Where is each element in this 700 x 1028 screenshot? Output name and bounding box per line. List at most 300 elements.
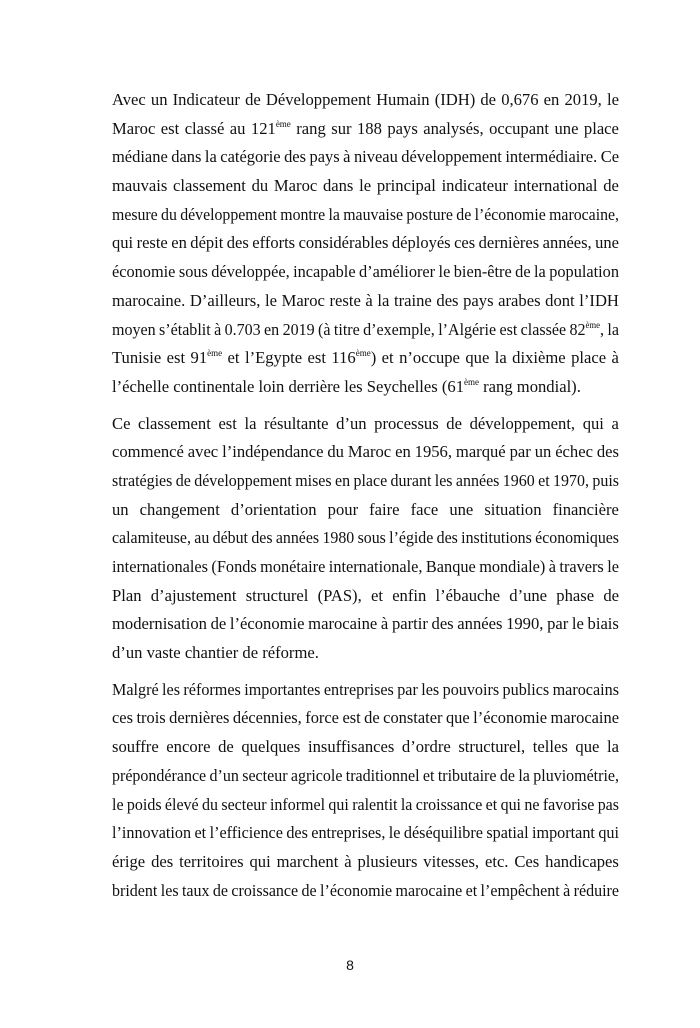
text-run: l’Algérie xyxy=(438,319,497,339)
text-run: réforme. xyxy=(262,643,319,663)
word xyxy=(328,201,339,230)
text-run: dernières xyxy=(169,708,230,728)
word xyxy=(437,524,458,553)
text-run: en xyxy=(543,90,560,109)
word xyxy=(438,762,497,791)
word xyxy=(264,410,329,439)
word xyxy=(166,733,210,762)
text-run: développement xyxy=(401,147,502,167)
paragraph xyxy=(112,676,619,906)
text-run: de xyxy=(175,470,191,490)
word xyxy=(252,172,269,201)
text-run: les xyxy=(344,376,363,396)
word xyxy=(354,143,398,172)
text-run: les xyxy=(421,679,440,699)
word xyxy=(227,229,249,258)
text-run: et xyxy=(465,880,478,900)
word xyxy=(535,524,619,553)
word xyxy=(512,344,565,373)
text-run: des xyxy=(284,147,307,167)
word xyxy=(401,791,413,820)
text-run: calamiteuse, xyxy=(112,528,191,548)
text-run: de xyxy=(242,643,259,663)
word xyxy=(309,143,339,172)
text-run: Développement xyxy=(265,90,371,109)
text-run: modernisation xyxy=(112,614,207,634)
text-run: des xyxy=(596,442,619,462)
text-line xyxy=(112,676,619,705)
text-run: dont xyxy=(545,290,575,310)
text-run: le xyxy=(571,614,584,634)
word xyxy=(112,877,157,906)
word xyxy=(583,410,604,439)
text-run: une xyxy=(595,233,619,253)
text-run: l’ébauche xyxy=(435,585,501,605)
text-run: internationales xyxy=(112,557,208,576)
word xyxy=(357,848,417,877)
word xyxy=(188,438,218,467)
word xyxy=(465,344,489,373)
word xyxy=(533,733,568,762)
text-run: par xyxy=(397,679,418,699)
word xyxy=(136,704,165,733)
word xyxy=(359,172,371,201)
text-run: d’exemple, xyxy=(363,319,435,339)
paragraph xyxy=(112,86,619,402)
text-run: que xyxy=(445,708,470,728)
text-run: incapable xyxy=(293,262,356,282)
word xyxy=(506,610,543,639)
word xyxy=(342,704,360,733)
text-run: et xyxy=(381,348,394,368)
word xyxy=(137,229,168,258)
text-run: 2019, xyxy=(564,90,602,109)
word xyxy=(112,819,191,848)
text-run: des xyxy=(436,290,459,310)
word xyxy=(564,86,601,115)
word xyxy=(553,676,619,705)
word xyxy=(358,524,386,553)
text-run: partir xyxy=(391,614,428,634)
text-run: 82 xyxy=(569,319,586,339)
word xyxy=(308,610,377,639)
word xyxy=(344,373,362,402)
text-line xyxy=(112,229,619,258)
text-run: des xyxy=(431,614,454,634)
text-run: catégorie xyxy=(220,147,281,167)
word xyxy=(161,877,179,906)
text-run: les xyxy=(434,470,453,490)
word xyxy=(559,553,603,582)
word xyxy=(112,582,142,611)
word xyxy=(532,819,595,848)
word xyxy=(534,258,546,287)
text-line xyxy=(112,287,619,316)
text-run: marocaine. xyxy=(112,290,186,310)
text-run: le xyxy=(359,176,372,196)
text-run: spatial xyxy=(486,823,529,843)
word xyxy=(479,553,545,582)
word xyxy=(173,86,240,115)
word xyxy=(579,287,619,316)
word xyxy=(151,86,168,115)
word xyxy=(436,287,458,316)
text-run: d’ajustement xyxy=(150,585,237,605)
text-run: publics xyxy=(502,679,550,699)
word xyxy=(346,762,420,791)
word xyxy=(286,819,308,848)
word xyxy=(457,610,502,639)
text-run: l’économie xyxy=(320,880,393,900)
word xyxy=(112,496,129,525)
text-run: entreprises, xyxy=(311,823,386,843)
word xyxy=(483,373,513,402)
text-run: tributaire xyxy=(437,765,497,785)
word xyxy=(442,373,479,402)
word xyxy=(598,791,619,820)
text-run: qui xyxy=(582,413,604,433)
text-run: pouvoirs xyxy=(442,679,500,699)
word xyxy=(214,316,221,345)
word xyxy=(439,258,451,287)
text-run: rang xyxy=(483,376,513,396)
word xyxy=(503,467,535,496)
word xyxy=(112,258,175,287)
word xyxy=(276,524,319,553)
word xyxy=(329,287,360,316)
text-line xyxy=(112,373,619,402)
word xyxy=(364,704,380,733)
text-run: le xyxy=(438,262,451,282)
text-run: à xyxy=(611,348,619,368)
word xyxy=(458,733,525,762)
word xyxy=(391,467,432,496)
word xyxy=(179,258,208,287)
word xyxy=(323,172,353,201)
text-run: classée xyxy=(520,319,567,339)
text-run: de xyxy=(456,204,472,224)
text-run: le xyxy=(264,290,277,310)
word xyxy=(456,201,471,230)
word xyxy=(423,115,483,144)
word xyxy=(324,676,394,705)
page-number: 8 xyxy=(346,957,354,973)
word xyxy=(426,553,476,582)
text-run: de xyxy=(301,880,317,900)
text-run: principal xyxy=(376,176,436,196)
text-run: continentale xyxy=(173,376,255,396)
text-run: années xyxy=(455,470,500,490)
text-run: est xyxy=(499,319,518,339)
word xyxy=(242,762,287,791)
text-run: occupant xyxy=(489,118,549,138)
word xyxy=(159,316,211,345)
text-run: développement, xyxy=(469,413,576,433)
text-run: phase xyxy=(556,585,595,605)
text-run: que xyxy=(575,737,600,757)
word xyxy=(399,344,460,373)
text-run: du xyxy=(251,176,269,196)
word xyxy=(162,676,180,705)
text-line xyxy=(112,610,619,639)
word xyxy=(264,316,279,345)
text-run: la xyxy=(328,204,340,224)
text-run: à xyxy=(380,614,389,634)
text-run: d’ordre xyxy=(401,737,451,757)
text-run: monétaire xyxy=(260,557,326,576)
word xyxy=(112,229,133,258)
word xyxy=(169,704,229,733)
word xyxy=(435,86,476,115)
word xyxy=(231,496,317,525)
text-run: de xyxy=(218,737,234,757)
superscript: ème xyxy=(585,319,601,330)
word xyxy=(211,258,289,287)
word xyxy=(112,143,168,172)
text-run: l’indépendance xyxy=(222,442,324,462)
word xyxy=(432,610,454,639)
text-run: déséquilibre xyxy=(403,823,483,843)
word xyxy=(501,791,521,820)
word xyxy=(331,344,376,373)
word xyxy=(454,229,475,258)
text-run: réduire xyxy=(573,880,619,900)
text-run: titre xyxy=(333,319,360,339)
text-line xyxy=(112,582,619,611)
word xyxy=(335,467,350,496)
word xyxy=(112,848,145,877)
text-run: les xyxy=(160,880,179,900)
word xyxy=(182,877,210,906)
word xyxy=(151,848,173,877)
word xyxy=(190,229,223,258)
word xyxy=(112,639,142,668)
word xyxy=(183,676,240,705)
word xyxy=(259,373,285,402)
text-run: médiane xyxy=(112,147,168,167)
text-run: considérables xyxy=(298,233,389,253)
text-run: place xyxy=(583,118,619,138)
text-run: moyen xyxy=(112,319,156,339)
text-run: d’un xyxy=(209,765,239,785)
word xyxy=(230,610,305,639)
word xyxy=(353,467,387,496)
text-run: efforts xyxy=(252,233,296,253)
word xyxy=(112,115,155,144)
word xyxy=(543,791,594,820)
word xyxy=(112,287,185,316)
text-run: marocaine xyxy=(550,708,619,728)
text-run: important xyxy=(532,823,595,843)
word xyxy=(173,373,254,402)
word xyxy=(359,258,435,287)
word xyxy=(112,704,133,733)
text-run: la xyxy=(607,319,619,339)
text-run: sur xyxy=(331,118,352,138)
text-run: processus xyxy=(374,413,439,433)
word xyxy=(302,877,317,906)
word xyxy=(392,229,451,258)
text-run: réformes xyxy=(183,679,241,699)
word xyxy=(165,791,199,820)
word xyxy=(230,115,246,144)
word xyxy=(112,373,169,402)
word xyxy=(363,316,435,345)
text-run: du xyxy=(202,794,218,814)
word xyxy=(524,791,539,820)
text-run: les xyxy=(162,679,180,699)
text-line xyxy=(112,819,619,848)
word xyxy=(220,143,280,172)
text-run: face xyxy=(410,499,439,519)
word xyxy=(194,467,292,496)
word xyxy=(180,201,277,230)
text-run: la xyxy=(494,348,507,368)
text-run: 1970, xyxy=(553,470,589,490)
text-run: d’améliorer xyxy=(359,262,436,282)
text-run: (PAS), xyxy=(317,585,362,605)
text-line xyxy=(112,791,619,820)
text-run: niveau xyxy=(353,147,398,167)
text-run: Plan xyxy=(112,585,142,605)
superscript: ème xyxy=(275,118,291,129)
text-run: des xyxy=(226,233,249,253)
text-run: marqué xyxy=(455,442,506,462)
text-run: Seychelles xyxy=(366,376,438,396)
word xyxy=(352,791,397,820)
text-run: de xyxy=(603,176,619,196)
text-run: etc. xyxy=(484,851,509,871)
text-run: Maroc xyxy=(273,176,318,196)
word xyxy=(320,877,392,906)
text-run: érige xyxy=(112,851,146,871)
word xyxy=(218,733,234,762)
text-run: bien-être xyxy=(453,262,512,282)
word xyxy=(371,582,383,611)
word xyxy=(571,344,606,373)
text-run: l’échelle xyxy=(112,376,170,396)
word xyxy=(572,610,584,639)
word xyxy=(270,791,325,820)
text-run: constater xyxy=(383,708,443,728)
word xyxy=(171,229,187,258)
word xyxy=(475,201,546,230)
word xyxy=(435,467,453,496)
text-run: en xyxy=(334,470,351,490)
word xyxy=(592,467,619,496)
text-run: structurel xyxy=(245,585,309,605)
text-run: la xyxy=(518,765,530,785)
text-run: puis xyxy=(592,470,619,490)
text-run: est xyxy=(342,708,361,728)
text-run: place xyxy=(571,348,607,368)
word xyxy=(601,143,619,172)
text-run: dixième xyxy=(512,348,566,368)
word xyxy=(210,762,239,791)
word xyxy=(112,201,158,230)
text-run: années, xyxy=(542,233,592,253)
word xyxy=(461,524,532,553)
text-run: le xyxy=(607,557,619,576)
text-run: secteur xyxy=(242,765,288,785)
word xyxy=(112,610,207,639)
word xyxy=(406,201,453,230)
text-run: , xyxy=(600,319,605,339)
text-run: est xyxy=(166,348,186,368)
text-run: le xyxy=(606,90,619,109)
word xyxy=(575,733,599,762)
word xyxy=(553,496,619,525)
text-run: l’empêchent xyxy=(480,880,560,900)
word xyxy=(151,582,237,611)
word xyxy=(112,316,156,345)
text-run: mises xyxy=(295,470,332,490)
word xyxy=(348,438,391,467)
text-run: en xyxy=(171,233,187,253)
text-run: à xyxy=(344,851,352,871)
text-run: qui xyxy=(328,794,349,814)
word xyxy=(538,467,550,496)
word xyxy=(244,676,320,705)
text-run: indicateur xyxy=(441,176,508,196)
word xyxy=(334,316,360,345)
text-run: 1956, xyxy=(414,442,452,462)
word xyxy=(161,201,177,230)
text-run: institutions xyxy=(461,528,532,548)
word xyxy=(392,610,428,639)
text-run: vitesses, xyxy=(423,851,480,871)
word xyxy=(251,524,272,553)
superscript: ème xyxy=(464,376,480,387)
text-run: commencé xyxy=(112,442,184,462)
text-run: 2019 xyxy=(282,319,315,339)
word xyxy=(343,143,350,172)
word xyxy=(595,229,619,258)
word xyxy=(112,762,206,791)
word xyxy=(260,553,325,582)
word xyxy=(549,553,556,582)
word xyxy=(213,877,228,906)
text-run: de xyxy=(210,614,227,634)
word xyxy=(612,410,619,439)
word xyxy=(500,762,515,791)
text-run: des xyxy=(286,823,308,843)
text-run: au xyxy=(194,528,210,548)
text-run: Banque xyxy=(425,557,476,576)
text-run: ) xyxy=(370,348,377,368)
word xyxy=(436,582,501,611)
text-run: économie xyxy=(112,262,176,282)
word xyxy=(449,496,473,525)
text-run: qui xyxy=(598,823,619,843)
text-run: dans xyxy=(171,147,202,167)
word xyxy=(112,438,184,467)
text-line xyxy=(112,115,619,144)
word xyxy=(489,115,549,144)
word xyxy=(416,791,483,820)
text-run: développement xyxy=(180,204,277,224)
text-run: marchent xyxy=(276,851,339,871)
text-line xyxy=(112,201,619,230)
text-line xyxy=(112,410,619,439)
word xyxy=(607,553,619,582)
word xyxy=(369,496,399,525)
word xyxy=(293,258,355,287)
text-run: Humain xyxy=(376,90,430,109)
word xyxy=(246,582,309,611)
text-run: un xyxy=(534,442,552,462)
word xyxy=(357,115,382,144)
